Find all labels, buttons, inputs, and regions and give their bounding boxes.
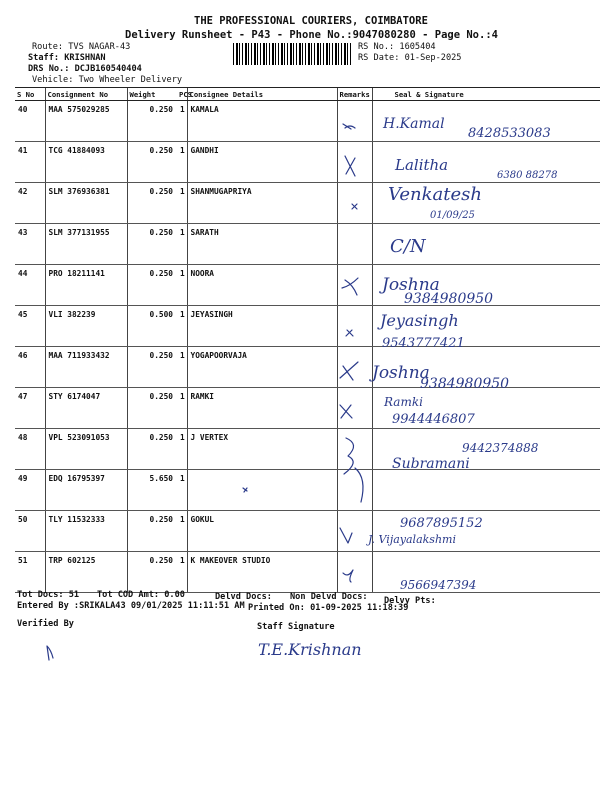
row-pcs: 1 (177, 224, 187, 265)
entered-by: Entered By :SRIKALA43 09/01/2025 11:11:51 AM (17, 601, 245, 611)
row-sno: 45 (15, 306, 45, 347)
row-weight: 0.250 (127, 183, 177, 224)
row-weight: 5.650 (127, 470, 177, 511)
signature-44: Joshna (382, 275, 440, 295)
row-weight: 0.250 (127, 142, 177, 183)
row-pcs: 1 (177, 306, 187, 347)
barcode-image (233, 43, 353, 65)
phone-46: 9384980950 (420, 376, 510, 392)
row-sno: 43 (15, 224, 45, 265)
total-docs: Tot Docs: 51 (17, 590, 80, 600)
phone-47: 9944446807 (392, 412, 475, 427)
row-consignment-no: VLI 382239 (45, 306, 127, 347)
row-sno: 47 (15, 388, 45, 429)
row-pcs: 1 (177, 388, 187, 429)
phone-48: 9442374888 (462, 441, 539, 455)
row-signature (372, 511, 600, 552)
row-consignee: GANDHI (187, 142, 337, 183)
row-consignment-no: STY 6174047 (45, 388, 127, 429)
row-pcs: 1 (177, 101, 187, 142)
row-signature (372, 552, 600, 593)
row-sno: 46 (15, 347, 45, 388)
table-row (15, 470, 600, 511)
row-weight: 0.250 (127, 224, 177, 265)
col-header-pcs: PCS (179, 89, 192, 99)
row-sno: 44 (15, 265, 45, 306)
row-consignment-no: TLY 11532333 (45, 511, 127, 552)
row-sno: 48 (15, 429, 45, 470)
row-remarks (337, 265, 372, 306)
table-row (15, 265, 600, 306)
row-remarks (337, 224, 372, 265)
route-label: Route: TVS NAGAR-43 (32, 42, 131, 52)
row-consignment-no: PRO 18211141 (45, 265, 127, 306)
phone-45: 9543777421 (382, 336, 465, 351)
phone-51: 9566947394 (400, 578, 477, 592)
total-cod: Tot COD Amt: 0.00 (97, 590, 185, 600)
col-header-signature: Seal & Signature (372, 88, 600, 101)
row-consignment-no: MAA 711933432 (45, 347, 127, 388)
signature-47: Ramki (384, 395, 423, 409)
row-signature (372, 347, 600, 388)
row-consignee: J VERTEX (187, 429, 337, 470)
row-weight: 0.250 (127, 101, 177, 142)
delivered-docs: Delvd Docs: (215, 592, 272, 602)
row-pcs: 1 (177, 470, 187, 511)
row-consignment-no: SLM 376936381 (45, 183, 127, 224)
signature-48: Subramani (392, 456, 470, 472)
signature-42: Venkatesh (388, 184, 482, 205)
col-header-remarks: Remarks (337, 88, 372, 101)
row-consignment-no: TRP 602125 (45, 552, 127, 593)
signature-40: H.Kamal (383, 116, 445, 132)
col-header-weight: Weight (127, 88, 177, 101)
rs-number: RS No.: 1605404 (358, 42, 436, 52)
row-consignee: NOORA (187, 265, 337, 306)
mark-43: C/N (390, 236, 426, 257)
row-remarks (337, 306, 372, 347)
table-row (15, 142, 600, 183)
row-remarks (337, 429, 372, 470)
row-sno: 41 (15, 142, 45, 183)
row-consignee (187, 470, 337, 511)
row-remarks (337, 347, 372, 388)
rs-date: RS Date: 01-Sep-2025 (358, 53, 462, 63)
table-row (15, 388, 600, 429)
row-sno: 50 (15, 511, 45, 552)
table-header-row (15, 88, 600, 101)
phone-50: 9687895152 (400, 516, 483, 531)
phone-40: 8428533083 (468, 126, 551, 141)
row-pcs: 1 (177, 265, 187, 306)
row-consignee: YOGAPOORVAJA (187, 347, 337, 388)
signature-50: J. Vijayalakshmi (368, 533, 456, 546)
row-consignee: JEYASINGH (187, 306, 337, 347)
row-signature (372, 306, 600, 347)
phone-41: 6380 88278 (497, 170, 558, 181)
row-remarks (337, 470, 372, 511)
row-pcs: 1 (177, 511, 187, 552)
delivery-points: Delvy Pts: (384, 596, 436, 606)
runsheet-subtitle: Delivery Runsheet - P43 - Phone No.:9047080280 - Page No.:4 (125, 29, 498, 41)
row-pcs: 1 (177, 552, 187, 593)
date-42: 01/09/25 (430, 210, 475, 221)
row-consignment-no: MAA 575029285 (45, 101, 127, 142)
row-weight: 0.250 (127, 388, 177, 429)
staff-signature-handwritten: T.E.Krishnan (258, 640, 362, 659)
row-sno: 51 (15, 552, 45, 593)
drs-number: DRS No.: DCJB160540404 (28, 64, 142, 74)
row-weight: 0.500 (127, 306, 177, 347)
row-consignee: SHANMUGAPRIYA (187, 183, 337, 224)
row-weight: 0.250 (127, 265, 177, 306)
table-row (15, 183, 600, 224)
row-sno: 49 (15, 470, 45, 511)
signature-41: Lalitha (395, 156, 449, 174)
verified-scribble (47, 646, 53, 660)
col-header-sno: S No (15, 88, 45, 101)
table-row (15, 347, 600, 388)
company-title: THE PROFESSIONAL COURIERS, COIMBATORE (194, 15, 428, 27)
row-pcs: 1 (177, 142, 187, 183)
row-sno: 40 (15, 101, 45, 142)
row-pcs: 1 (177, 183, 187, 224)
table-row (15, 101, 600, 142)
table-row (15, 552, 600, 593)
table-row (15, 224, 600, 265)
non-delivered-docs: Non Delvd Docs: (290, 592, 368, 602)
row-remarks (337, 142, 372, 183)
staff-label: Staff: KRISHNAN (28, 53, 106, 63)
runsheet-table (15, 87, 600, 593)
col-header-consignment: Consignment No (45, 88, 127, 101)
row-pcs: 1 (177, 347, 187, 388)
row-remarks (337, 101, 372, 142)
verified-by-label: Verified By (17, 619, 74, 629)
row-weight: 0.250 (127, 552, 177, 593)
row-consignee: GOKUL (187, 511, 337, 552)
printed-on: Printed On: 01-09-2025 11:18:39 (248, 603, 409, 613)
table-row (15, 429, 600, 470)
row-weight: 0.250 (127, 511, 177, 552)
staff-signature-label: Staff Signature (257, 622, 335, 632)
row-signature (372, 101, 600, 142)
row-consignee: RAMKI (187, 388, 337, 429)
row-weight: 0.250 (127, 429, 177, 470)
row-consignee: SARATH (187, 224, 337, 265)
row-signature (372, 142, 600, 183)
row-consignment-no: TCG 41884093 (45, 142, 127, 183)
row-consignee: KAMALA (187, 101, 337, 142)
table-row (15, 511, 600, 552)
signature-45: Jeyasingh (380, 311, 459, 330)
row-weight: 0.250 (127, 347, 177, 388)
row-signature (372, 470, 600, 511)
signature-46: Joshna (372, 363, 430, 383)
row-remarks (337, 552, 372, 593)
vehicle-label: Vehicle: Two Wheeler Delivery (32, 75, 183, 85)
row-remarks (337, 183, 372, 224)
row-signature (372, 429, 600, 470)
row-pcs: 1 (177, 429, 187, 470)
col-header-consignee: Consignee Details (187, 88, 337, 101)
row-remarks (337, 511, 372, 552)
row-consignment-no: VPL 523091053 (45, 429, 127, 470)
row-signature (372, 265, 600, 306)
row-consignee: K MAKEOVER STUDIO (187, 552, 337, 593)
phone-44: 9384980950 (404, 291, 494, 307)
table-row (15, 306, 600, 347)
row-signature (372, 183, 600, 224)
row-signature (372, 224, 600, 265)
row-sno: 42 (15, 183, 45, 224)
row-consignment-no: SLM 377131955 (45, 224, 127, 265)
row-consignment-no: EDQ 16795397 (45, 470, 127, 511)
row-signature (372, 388, 600, 429)
row-remarks (337, 388, 372, 429)
